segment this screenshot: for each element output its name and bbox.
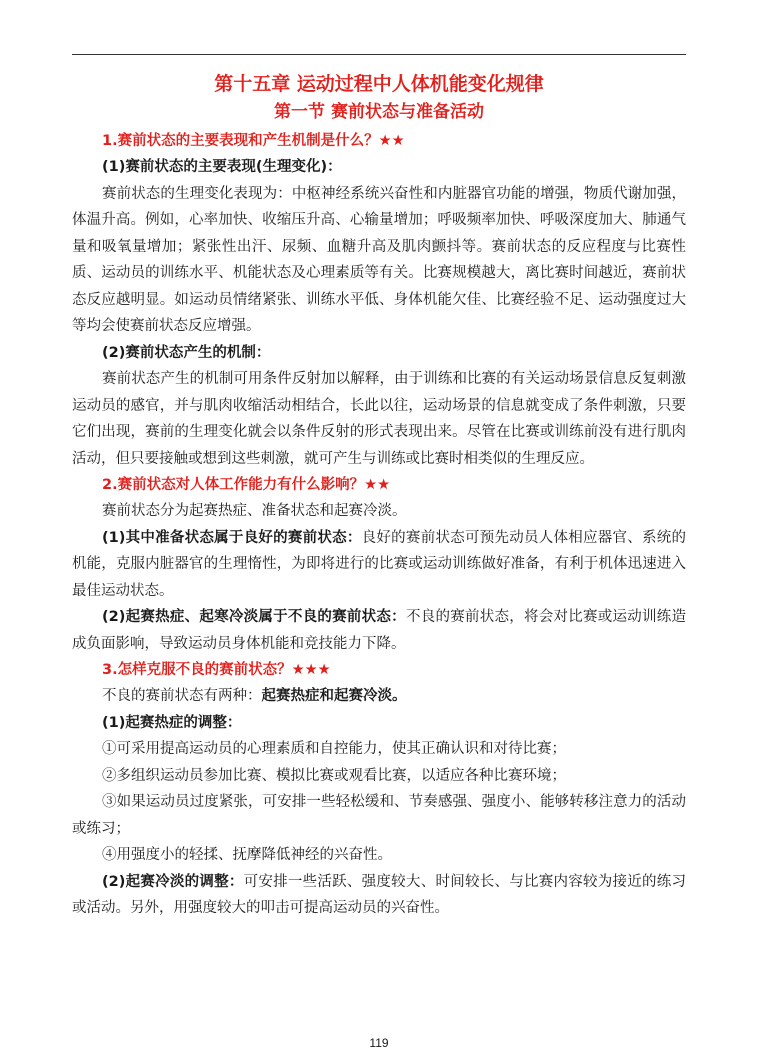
q2-intro: 赛前状态分为起赛热症、准备状态和起赛冷淡。 — [102, 503, 407, 519]
question-1-title: 1.赛前状态的主要表现和产生机制是什么？★★ — [102, 133, 405, 149]
q3-sub2-lead: (2)起赛冷淡的调整： — [102, 873, 244, 890]
section-title: 第一节 赛前状态与准备活动 — [274, 102, 484, 122]
q2-item-1-text: 良好的赛前状态可预先动员人体相应器官、系统的机能，克服内脏器官的生理惰性，为即将进行的比赛或运动训练做好准备，有利于机体迅速进入最佳运动状态。 — [72, 529, 687, 599]
q3-list-item: ④用强度小的轻揉、抚摩降低神经的兴奋性。 — [102, 847, 392, 863]
q3-subheading-1: (1)起赛热症的调整： — [102, 714, 242, 731]
q1-paragraph-2: 赛前状态产生的机制可用条件反射加以解释，由于训练和比赛的有关运动场景信息反复刺激运动员的感官，并与肌肉收缩活动相结合，长此以往，运动场景的信息就变成了条件刺激，只要它们出现，赛前的生理变化就会以条件反射的形式表现出来。尽管在比赛或训练前没有进行肌肉活动，但只要接触或想到这些刺激，就可产生与训练或比赛时相类似的生理反应。 — [72, 371, 686, 467]
q2-item-2 — [72, 604, 686, 657]
q1-subheading-1: (1)赛前状态的主要表现(生理变化)： — [102, 159, 342, 175]
q2-item-2-lead: (2)起赛热症、起寒冷淡属于不良的赛前状态： — [102, 609, 406, 625]
q1-subheading-2: (2)赛前状态产生的机制： — [102, 344, 271, 361]
q3-list-item: ③如果运动员过度紧张，可安排一些轻松缓和、节奏感强、强度小、能够转移注意力的活动或练习； — [72, 794, 686, 837]
page-number: 119 — [369, 1036, 389, 1050]
q2-item-2-text: 不良的赛前状态，将会对比赛或运动训练造成负面影响，导致运动员身体机能和竞技能力下降。 — [72, 609, 687, 652]
header-rule — [72, 54, 686, 55]
q3-list-item: ①可采用提高运动员的心理素质和自控能力，使其正确认识和对待比赛； — [102, 741, 566, 757]
q2-item-1-lead: (1)其中准备状态属于良好的赛前状态： — [102, 529, 362, 546]
q2-item-1 — [72, 525, 686, 605]
chapter-title: 第十五章 运动过程中人体机能变化规律 — [214, 73, 544, 95]
q1-paragraph-1: 赛前状态的生理变化表现为：中枢神经系统兴奋性和内脏器官功能的增强，物质代谢加强，体温升高。例如，心率加快、收缩压升高、心输量增加；呼吸频率加快、呼吸深度加大、肺通气量和吸氧量增加；紧张性出汗、尿频、血糖升高及肌肉颤抖等。赛前状态的反应程度与比赛性质、运动员的训练水平、机能状态及心理素质等有关。比赛规模越大，离比赛时间越近，赛前状态反应越明显。如运动员情绪紧张、训练水平低、身体机能欠佳、比赛经验不足、运动强度过大等均会使赛前状态反应增强。 — [72, 185, 686, 334]
q3-intro-text: 不良的赛前状态有两种： — [102, 688, 262, 704]
q3-subheading-2 — [72, 869, 686, 922]
page-body — [72, 70, 686, 922]
question-2-title: 2.赛前状态对人体工作能力有什么影响？★★ — [102, 477, 391, 493]
q3-intro — [72, 683, 686, 710]
q3-intro-bold: 起赛热症和起赛冷淡。 — [261, 688, 407, 704]
q3-sub2-text: 可安排一些活跃、强度较大、时间较长、与比赛内容较为接近的练习或活动。另外，用强度较大的叩击可提高运动员的兴奋性。 — [72, 873, 687, 916]
q3-list-item: ②多组织运动员参加比赛、模拟比赛或观看比赛，以适应各种比赛环境； — [102, 767, 566, 784]
question-3-title: 3.怎样克服不良的赛前状态？★★★ — [102, 662, 331, 678]
